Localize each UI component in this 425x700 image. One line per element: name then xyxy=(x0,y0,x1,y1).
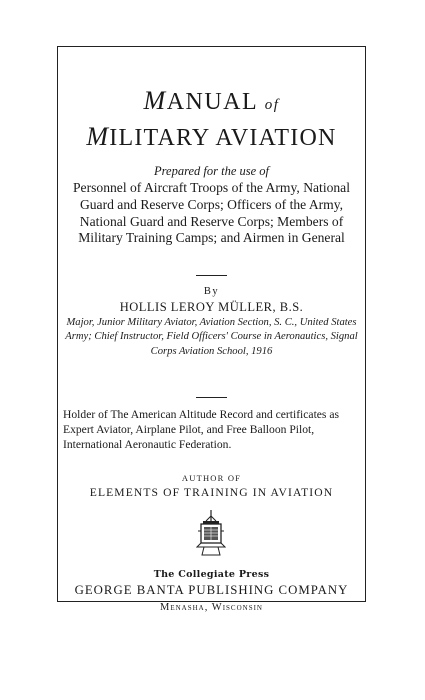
title-initial-2: M xyxy=(86,122,110,151)
title-rest-1: ANUAL xyxy=(166,89,258,115)
publisher-name: GEORGE BANTA PUBLISHING COMPANY xyxy=(74,583,349,597)
title-line-1 xyxy=(57,86,366,116)
prepared-for: Prepared for the use of xyxy=(153,164,270,178)
author-credentials: Major, Junior Military Aviator, Aviation Section, S. C., United States Army; Chief Instructor, Field Officers' Course in Aeronautics, Signal Corps Aviation School, 1916 xyxy=(65,317,358,357)
other-work-title: ELEMENTS OF TRAINING IN AVIATION xyxy=(89,486,334,499)
publisher-city: Menasha, Wisconsin xyxy=(160,602,263,613)
publisher-device-icon xyxy=(196,509,226,557)
author-of-label: AUTHOR OF xyxy=(181,473,242,483)
by-label: By xyxy=(203,286,220,297)
holder-text: Holder of The American Altitude Record and certificates as Expert Aviator, Airplane Pilot, and Free Balloon Pilot, International Aeronautic Federation. xyxy=(63,408,340,451)
title-of: of xyxy=(264,97,280,113)
title-initial-1: M xyxy=(143,86,167,115)
author-name: HOLLIS LEROY MÜLLER, B.S. xyxy=(119,300,304,314)
title-line-2 xyxy=(57,122,366,152)
press-name: The Collegiate Press xyxy=(153,569,270,580)
title-rest-2: ILITARY AVIATION xyxy=(109,125,337,151)
divider-rule xyxy=(196,397,227,398)
audience-text: Personnel of Aircraft Troops of the Army, National Guard and Reserve Corps; Officers of the Army, National Guard and Reserve Corps; Members of Military Training Camps; and Airmen in General xyxy=(73,180,350,246)
divider-rule xyxy=(196,275,227,276)
